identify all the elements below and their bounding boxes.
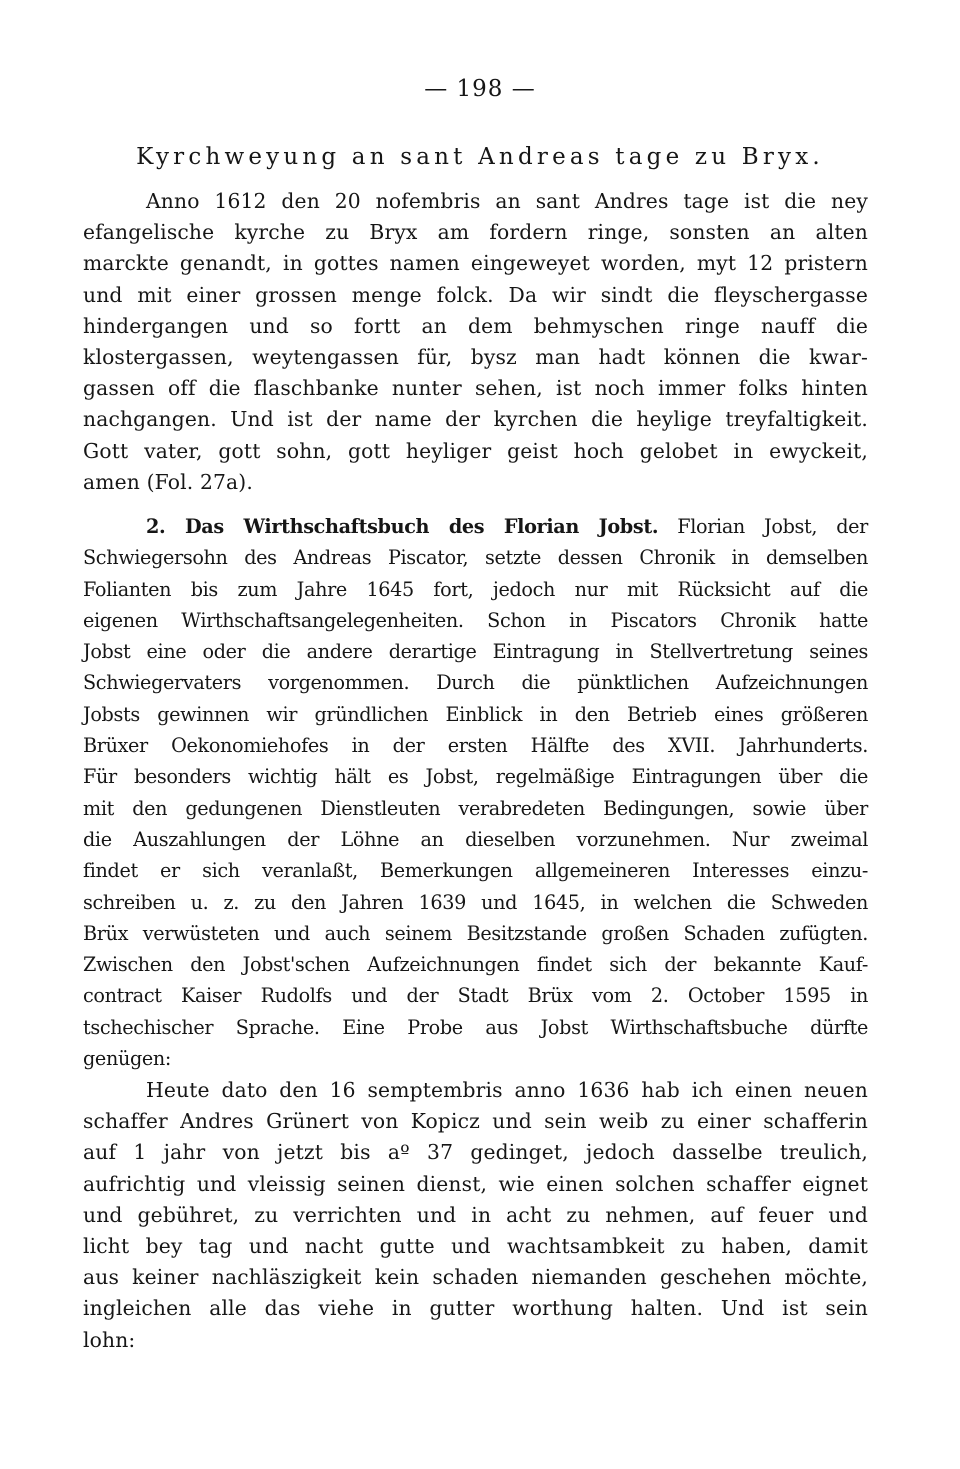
text-line: Brüx verwüsteten und auch seinem Besitzstande großen Schaden zufügten. (83, 921, 868, 945)
paragraph-wirthschaftsbuch (83, 511, 868, 1074)
text-line: marckte genandt, in gottes namen eingeweyet worden, myt 12 pristern (83, 251, 868, 276)
text-line: aufrichtig und vleissig seinen dienst, wie einen solchen schaffer eignet (83, 1171, 868, 1196)
text-line: Brüxer Oekonomiehofes in der ersten Hälfte des XVII. Jahrhunderts. (83, 734, 868, 758)
text-line: tschechischer Sprache. Eine Probe aus Jobst Wirthschaftsbuche dürfte (83, 1015, 868, 1039)
text-line: schreiben u. z. zu den Jahren 1639 und 1645, in welchen die Schweden (83, 890, 868, 914)
text-line: Jobst eine oder die andere derartige Eintragung in Stellvertretung seines (83, 640, 868, 664)
text-line: auf 1 jahr von jetzt bis aº 37 gedinget, jedoch dasselbe treulich, (83, 1140, 868, 1165)
text-line: mit den gedungenen Dienstleuten verabredeten Bedingungen, sowie über (83, 796, 868, 820)
text-line: nachgangen. Und ist der name der kyrchen die heylige treyfaltigkeit. (83, 407, 868, 432)
text-line: aus keiner nachläszigkeit kein schaden niemanden geschehen möchte, (83, 1265, 868, 1290)
text-line: Jobsts gewinnen wir gründlichen Einblick in den Betrieb eines größeren (83, 702, 868, 726)
text-line: gassen off die flaschbanke nunter sehen, ist noch immer folks hinten (83, 376, 868, 401)
page-number: — 198 — (424, 76, 536, 102)
paragraph-church-consecration (83, 186, 868, 498)
text-line: amen (Fol. 27a). (83, 469, 253, 494)
text-line: licht bey tag und nacht gutte und wachtsambkeit zu haben, damit (83, 1233, 868, 1258)
text-line: Schwiegervaters vorgenommen. Durch die pünktlichen Aufzeichnungen (83, 671, 868, 695)
text-line: eigenen Wirthschaftsangelegenheiten. Schon in Piscators Chronik hatte (83, 608, 868, 632)
text-line: Anno 1612 den 20 nofembris an sant Andres tage ist die ney (146, 189, 868, 213)
section-first-line-text: Florian Jobst, der (677, 515, 868, 538)
section-heading: Kyrchweyung an sant Andreas tage zu Bryx. (136, 144, 824, 170)
text-line: Gott vater, gott sohn, gott heyliger geist hoch gelobet in ewyckeit, (83, 438, 868, 463)
text-line: die Auszahlungen der Löhne an dieselben vorzunehmen. Nur zweimal (83, 827, 868, 851)
text-line: und mit einer grossen menge folck. Da wir sindt die fleyschergasse (83, 282, 868, 307)
text-line: findet er sich veranlaßt, Bemerkungen allgemeineren Interesses einzu- (83, 859, 868, 883)
text-line: und gebühret, zu verrichten und in acht zu nehmen, auf feuer und (83, 1202, 868, 1227)
text-line: hindergangen und so fortt an dem behmyschen ringe nauff die (83, 313, 868, 338)
text-line: Heute dato den 16 semptembris anno 1636 hab ich einen neuen (146, 1078, 868, 1102)
text-line: Für besonders wichtig hält es Jobst, regelmäßige Eintragungen über die (83, 765, 868, 789)
text-line: contract Kaiser Rudolfs und der Stadt Brüx vom 2. October 1595 in (83, 984, 868, 1008)
text-line: schaffer Andres Grünert von Kopicz und sein weib zu einer schafferin (83, 1109, 868, 1134)
paragraph-quoted-entry (83, 1075, 868, 1356)
text-line: Zwischen den Jobst'schen Aufzeichnungen findet sich der bekannte Kauf- (83, 953, 868, 977)
section-title: 2. Das Wirthschaftsbuch des Florian Jobst. (146, 515, 659, 538)
section-first-line (83, 511, 868, 542)
text-line: lohn: (83, 1327, 136, 1352)
text-line: klostergassen, weytengassen für, bysz man hadt können die kwar- (83, 344, 868, 369)
text-line: ingleichen alle das viehe in gutter worthung halten. Und ist sein (83, 1296, 868, 1321)
text-line: efangelische kyrche zu Bryx am fordern ringe, sonsten an alten (83, 220, 868, 245)
text-line: Folianten bis zum Jahre 1645 fort, jedoch nur mit Rücksicht auf die (83, 577, 868, 601)
text-line: genügen: (83, 1047, 172, 1071)
text-line: Schwiegersohn des Andreas Piscator, setzte dessen Chronik in demselben (83, 546, 868, 570)
